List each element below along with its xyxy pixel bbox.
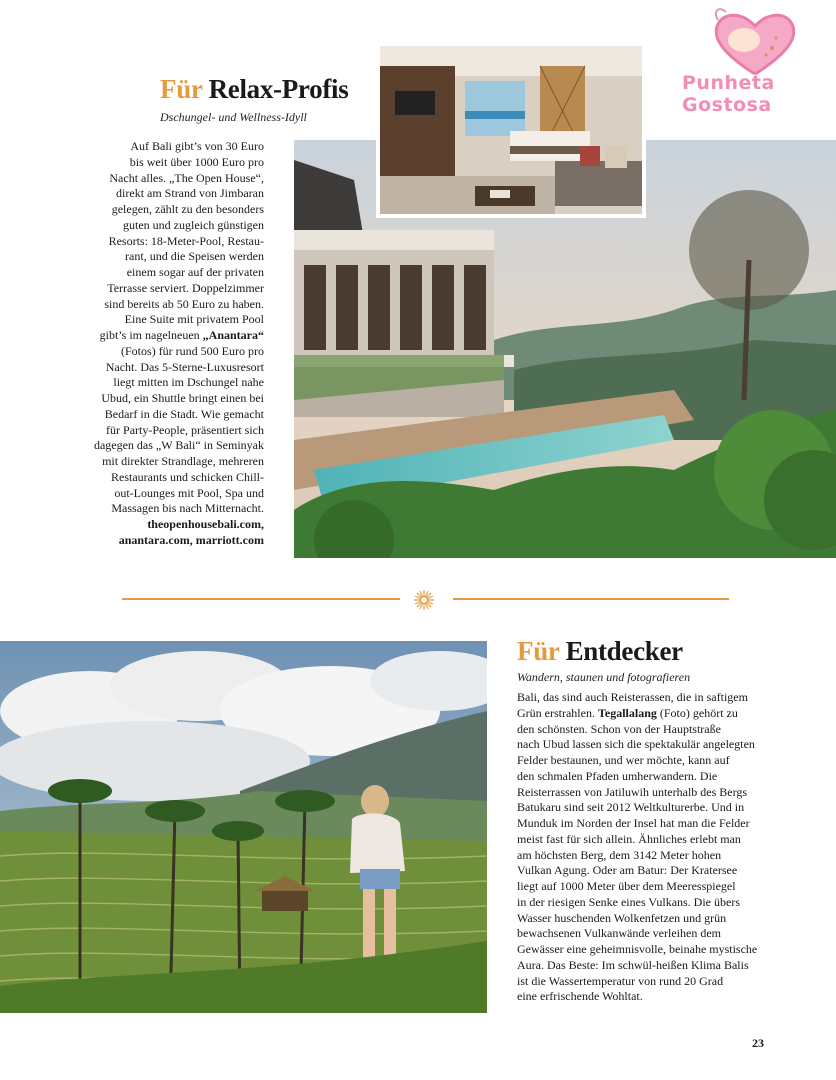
- section2-title-accent: Für: [517, 636, 560, 666]
- s1-line: Ubud, ein Shuttle bringt einen bei: [101, 391, 264, 405]
- divider-left: [122, 598, 400, 600]
- s2-line: nach Ubud lassen sich die spektakulär angelegten: [517, 737, 755, 752]
- s1-links: anantara.com, marriott.com: [118, 532, 264, 547]
- s1-line: Nacht. Das 5-Sterne-Luxusresort: [105, 359, 264, 374]
- s2-line: Wasser huschenden Wolkenfetzen und grün: [517, 910, 727, 925]
- section1-subtitle: Dschungel- und Wellness-Idyll: [160, 110, 307, 124]
- s1-line: direkt am Strand von Jimbaran: [116, 186, 264, 201]
- s2-line: ist die Wassertemperatur von rund 20 Grad: [517, 973, 724, 988]
- s2-line: Bali, das sind auch Reisterassen, die in saftigem: [517, 690, 748, 704]
- s1-line: Resorts: 18-Meter-Pool, Restau-: [108, 233, 264, 248]
- s2-line: den schönsten. Schon von der Hauptstraße: [517, 721, 721, 736]
- s2-line: den schmalen Pfaden umherwandern. Die: [517, 768, 718, 783]
- s1-line: Bedarf in die Stadt. Wie gemacht: [104, 406, 264, 421]
- s1-line: dagegen das „W Bali“ in Seminyak: [93, 438, 264, 453]
- s1-line: guten und zugleich günstigen: [123, 217, 264, 232]
- s2-line: Felder bestaunen, und wer möchte, kann auf: [517, 753, 730, 767]
- hotel-room-photo: [376, 42, 646, 218]
- s2-line: liegt auf 1000 Meter über dem Meeresspiegel: [517, 879, 736, 893]
- s1-line: Auf Bali gibt’s von 30 Euro: [130, 139, 264, 153]
- s1-line: [68, 328, 264, 344]
- sun-ornament-icon: [413, 589, 435, 611]
- s1-link-line: [68, 517, 264, 533]
- s1-line: bis weit über 1000 Euro pro: [129, 154, 264, 169]
- page-number: 23: [752, 1036, 764, 1050]
- section1-title-accent: Für: [160, 74, 203, 104]
- section1-title-rest: Relax-Profis: [208, 74, 349, 104]
- s2-line: Batukaru sind seit 2012 Weltkulturerbe. Und in: [517, 800, 745, 815]
- s1-line: gelegen, zählt zu den besonders: [111, 202, 264, 216]
- section1-body: [68, 139, 264, 549]
- watermark-text: Punheta Gostosa: [682, 72, 775, 116]
- s2-line: am höchsten Berg, dem 3142 Meter hohen: [517, 847, 722, 862]
- s1-line: Eine Suite mit privatem Pool: [124, 312, 264, 327]
- s2-line: meist fast für sich allein. Ähnliches erlebt man: [517, 831, 741, 846]
- section2-body: [517, 690, 767, 1005]
- anantara-bold: „Anantara“: [202, 328, 264, 342]
- section2-title: [517, 636, 757, 667]
- s1-link-line: [68, 533, 264, 549]
- s1-line: rant, und die Speisen werden: [125, 249, 264, 264]
- s1-line: Terrasse serviert. Doppelzimmer: [107, 280, 264, 295]
- s2-line: Reisterrassen von Jatiluwih unterhalb des Bergs: [517, 784, 748, 799]
- s1-line: liegt mitten im Dschungel nahe: [113, 375, 264, 390]
- s1-line: Restaurants und schicken Chill-: [111, 469, 264, 484]
- s2-line: eine erfrischende Wohltat.: [517, 989, 643, 1004]
- s1-line: einem sogar auf der privaten: [126, 265, 264, 279]
- s2-line-text: Grün erstrahlen.: [517, 705, 595, 720]
- s2-line: in der riesigen Senke eines Vulkans. Die übers: [517, 894, 741, 909]
- tegallalang-bold: Tegallalang: [597, 705, 657, 720]
- s2-line: Gewässer eine geheimnisvolle, beinahe mystische: [517, 942, 758, 956]
- s2-line: bewachsenen Vulkanwände verleihen dem: [517, 926, 721, 941]
- s1-line: Nacht alles. „The Open House“,: [109, 170, 264, 185]
- s2-line: Vulkan Agung. Oder am Batur: Der Kratersee: [517, 863, 738, 878]
- s1-line: mit direkter Strandlage, mehreren: [102, 454, 264, 468]
- s2-line: [517, 706, 767, 722]
- s1-line: sind bereits ab 50 Euro zu haben.: [104, 296, 264, 311]
- watermark-heart-logo: [710, 8, 800, 78]
- s1-line-text: gibt’s im nagelneuen: [99, 328, 200, 342]
- s1-line: für Party-People, präsentiert sich: [106, 422, 264, 437]
- s2-line: Aura. Das Beste: Im schwül-heißen Klima Balis: [517, 957, 749, 972]
- section2-subtitle: Wandern, staunen und fotografieren: [517, 670, 691, 684]
- rice-terrace-photo: [0, 641, 487, 1013]
- section1-title: [160, 74, 360, 105]
- s1-links: theopenhousebali.com,: [147, 517, 264, 531]
- s2-line: Munduk im Norden der Insel hat man die Felder: [517, 816, 750, 830]
- divider-right: [453, 598, 729, 600]
- s2-line-text: (Foto) gehört zu: [659, 705, 738, 720]
- s1-line: Massagen bis nach Mitternacht.: [111, 501, 264, 516]
- s1-line: out-Lounges mit Pool, Spa und: [114, 485, 264, 500]
- section2-title-rest: Entdecker: [565, 636, 683, 666]
- s1-line: (Fotos) für rund 500 Euro pro: [121, 343, 264, 358]
